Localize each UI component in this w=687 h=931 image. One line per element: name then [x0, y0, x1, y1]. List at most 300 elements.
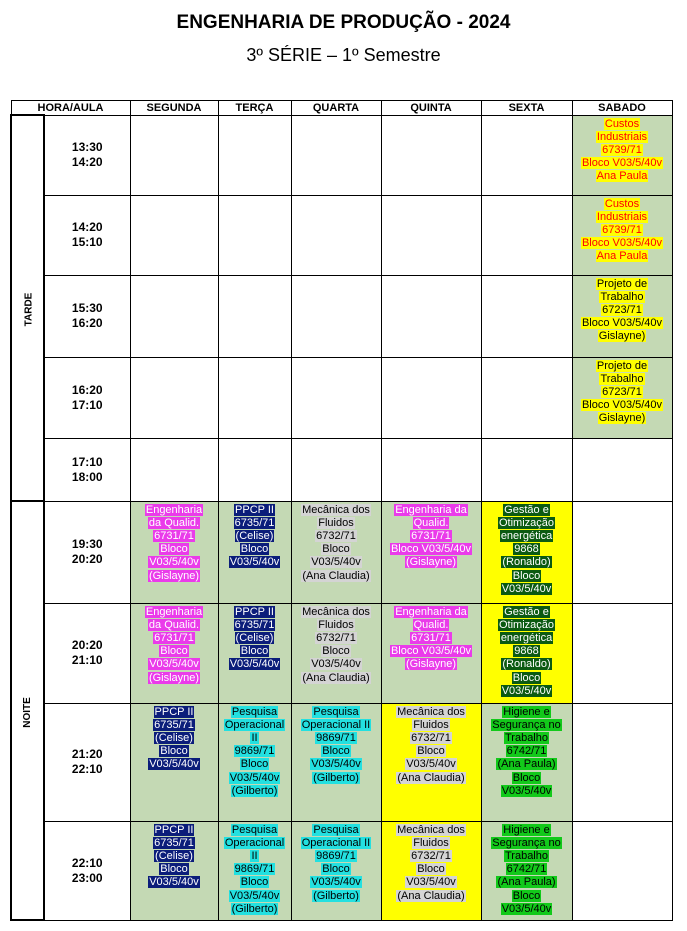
- time-slot: [44, 195, 130, 275]
- class-line: [219, 530, 291, 543]
- class-text: Bloco: [240, 543, 269, 556]
- class-text: Projeto de: [596, 277, 648, 290]
- class-text: Bloco: [512, 671, 541, 684]
- class-text: (Ana Claudia): [302, 569, 370, 582]
- time-slot: [44, 357, 130, 438]
- class-line: [482, 745, 572, 758]
- class-line: [482, 543, 572, 556]
- class-line: [219, 719, 291, 732]
- class-line: [219, 890, 291, 903]
- class-line: [292, 890, 381, 903]
- class-line: [382, 632, 481, 645]
- class-text: Qualid.: [413, 516, 449, 529]
- class-line: [131, 745, 218, 758]
- class-line: [219, 645, 291, 658]
- class-text: 6723/71: [602, 303, 642, 316]
- class-text: PPCP II: [154, 705, 194, 718]
- class-text: V03/5/40v: [229, 889, 280, 902]
- class-text: Bloco: [512, 771, 541, 784]
- class-text: II: [251, 849, 258, 862]
- class-line: [131, 863, 218, 876]
- class-line: [573, 412, 672, 425]
- column-header-sexta: SEXTA: [481, 101, 572, 116]
- class-line: [292, 837, 381, 850]
- class-text: 9868: [514, 645, 539, 658]
- class-line: [131, 658, 218, 671]
- class-text: Bloco V03/5/40v: [581, 157, 663, 170]
- class-line: [131, 758, 218, 771]
- class-cell-quarta: [291, 195, 381, 275]
- class-line: [292, 556, 381, 569]
- class-text: da Qualid.: [148, 618, 200, 631]
- class-line: [573, 198, 672, 211]
- class-line: [482, 517, 572, 530]
- class-text: Operacional: [224, 718, 285, 731]
- class-line: [219, 837, 291, 850]
- class-text: Qualid.: [413, 618, 449, 631]
- class-cell-sexta: [481, 703, 572, 821]
- class-line: [292, 658, 381, 671]
- class-line: [292, 863, 381, 876]
- class-line: [382, 758, 481, 771]
- class-line: [131, 876, 218, 889]
- class-line: [292, 570, 381, 583]
- class-cell-terca: [218, 275, 291, 357]
- class-text: (Ronaldo): [502, 658, 551, 671]
- class-line: [482, 890, 572, 903]
- class-text: Mecânica dos: [397, 823, 465, 836]
- schedule-title: ENGENHARIA DE PRODUÇÃO - 2024: [176, 12, 511, 33]
- class-line: [219, 876, 291, 889]
- class-text: Trabalho: [504, 849, 548, 862]
- class-text: 6731/71: [154, 631, 194, 644]
- class-line: [482, 732, 572, 745]
- class-text: V03/5/40v: [406, 876, 456, 889]
- class-text: V03/5/40v: [406, 758, 456, 771]
- time-start: 15:30: [71, 301, 103, 315]
- class-line: [292, 632, 381, 645]
- class-line: [382, 504, 481, 517]
- class-text: V03/5/40v: [311, 876, 361, 889]
- class-text: Operacional: [224, 836, 285, 849]
- class-line: [573, 224, 672, 237]
- class-text: 6732/71: [316, 529, 356, 542]
- time-slot: [44, 275, 130, 357]
- class-line: [382, 517, 481, 530]
- class-line: [292, 517, 381, 530]
- class-line: [382, 850, 481, 863]
- class-text: energética: [500, 631, 553, 644]
- class-text: 6723/71: [602, 385, 642, 398]
- time-end: 14:20: [71, 155, 103, 169]
- class-text: Bloco: [160, 863, 188, 876]
- class-text: 6735/71: [154, 718, 194, 731]
- class-line: [292, 732, 381, 745]
- class-text: (Gilberto): [313, 889, 359, 902]
- class-line: [482, 570, 572, 583]
- class-cell-terca: [218, 703, 291, 821]
- class-line: [573, 144, 672, 157]
- class-text: Higiene e: [503, 705, 550, 718]
- class-text: Projeto de: [596, 359, 648, 372]
- period-tarde: [11, 115, 44, 501]
- time-start: 22:10: [71, 855, 103, 870]
- class-cell-sabado: [572, 438, 672, 501]
- class-line: [482, 504, 572, 517]
- class-cell-quinta: [381, 115, 481, 195]
- class-line: [482, 850, 572, 863]
- class-cell-quarta: [291, 275, 381, 357]
- class-text: Gestão e: [504, 605, 549, 618]
- class-text: Bloco V03/5/40v: [390, 645, 472, 658]
- class-line: [482, 824, 572, 837]
- class-text: Bloco: [417, 863, 445, 876]
- class-text: Bloco: [512, 569, 541, 582]
- class-cell-sabado: [572, 821, 672, 920]
- class-text: (Gislayne): [148, 671, 200, 684]
- time-start: 17:10: [71, 454, 103, 469]
- class-text: Gestão e: [504, 503, 549, 516]
- class-cell-quinta: [381, 603, 481, 703]
- class-text: Engenharia da: [395, 503, 467, 516]
- class-line: [219, 606, 291, 619]
- class-text: 9869/71: [316, 731, 356, 744]
- class-line: [131, 543, 218, 556]
- class-line: [219, 556, 291, 569]
- class-text: Industriais: [596, 130, 648, 143]
- class-line: [131, 632, 218, 645]
- class-line: [382, 824, 481, 837]
- class-text: 9869/71: [316, 849, 356, 862]
- class-text: V03/5/40v: [229, 771, 280, 784]
- class-text: (Ana Claudia): [302, 671, 370, 684]
- class-text: Bloco V03/5/40v: [581, 317, 663, 330]
- class-line: [482, 785, 572, 798]
- class-line: [131, 850, 218, 863]
- class-line: [382, 706, 481, 719]
- class-text: Bloco: [322, 745, 350, 758]
- class-line: [382, 719, 481, 732]
- class-text: Higiene e: [503, 823, 550, 836]
- class-text: V03/5/40v: [311, 758, 361, 771]
- class-line: [482, 606, 572, 619]
- class-line: [219, 824, 291, 837]
- class-cell-quinta: [381, 821, 481, 920]
- time-start: 13:30: [71, 140, 103, 154]
- schedule-row: [11, 821, 672, 920]
- class-line: [131, 706, 218, 719]
- class-line: [382, 863, 481, 876]
- column-header-segunda: SEGUNDA: [130, 101, 218, 116]
- class-text: (Celise): [155, 849, 193, 862]
- class-cell-segunda: [130, 821, 218, 920]
- class-text: energética: [500, 529, 553, 542]
- class-line: [131, 530, 218, 543]
- time-end: 15:10: [71, 235, 103, 249]
- class-line: [131, 837, 218, 850]
- class-line: [573, 304, 672, 317]
- class-line: [573, 278, 672, 291]
- class-text: 6739/71: [602, 143, 642, 156]
- class-cell-segunda: [130, 603, 218, 703]
- class-text: PPCP II: [154, 823, 194, 836]
- class-line: [482, 530, 572, 543]
- class-text: Otimização: [498, 618, 555, 631]
- class-line: [573, 373, 672, 386]
- class-text: Industriais: [596, 210, 648, 223]
- class-cell-quarta: [291, 821, 381, 920]
- class-text: Bloco: [160, 745, 188, 758]
- class-text: 9869/71: [234, 863, 275, 876]
- schedule-row: [11, 438, 672, 501]
- column-header-sabado: SABADO: [572, 101, 672, 116]
- class-line: [382, 543, 481, 556]
- class-cell-sexta: [481, 275, 572, 357]
- class-text: (Gilberto): [313, 771, 359, 784]
- class-line: [482, 672, 572, 685]
- class-line: [482, 583, 572, 596]
- time-end: 22:10: [71, 762, 103, 776]
- class-line: [131, 504, 218, 517]
- class-cell-segunda: [130, 357, 218, 438]
- class-text: Bloco: [240, 758, 269, 771]
- class-line: [573, 360, 672, 373]
- class-text: Custos: [604, 197, 640, 210]
- class-text: (Celise): [235, 529, 274, 542]
- class-line: [292, 530, 381, 543]
- class-cell-sexta: [481, 501, 572, 603]
- class-text: V03/5/40v: [501, 784, 552, 797]
- class-text: PPCP II: [235, 503, 274, 516]
- class-text: V03/5/40v: [149, 758, 199, 771]
- class-text: Bloco: [240, 876, 269, 889]
- class-cell-sexta: [481, 603, 572, 703]
- class-line: [219, 903, 291, 916]
- class-text: 6732/71: [411, 849, 451, 862]
- class-line: [482, 837, 572, 850]
- class-text: V03/5/40v: [501, 684, 552, 697]
- class-text: 9869/71: [234, 745, 275, 758]
- class-cell-terca: [218, 821, 291, 920]
- class-text: (Gislayne): [405, 658, 457, 671]
- class-cell-quarta: [291, 115, 381, 195]
- time-start: 21:20: [71, 747, 103, 761]
- class-line: [573, 211, 672, 224]
- class-text: V03/5/40v: [229, 658, 280, 671]
- class-cell-sabado: [572, 501, 672, 603]
- class-text: (Ana Paula): [497, 876, 556, 889]
- class-line: [219, 504, 291, 517]
- class-cell-quarta: [291, 357, 381, 438]
- class-text: V03/5/40v: [229, 556, 280, 569]
- class-text: Engenharia da: [395, 605, 467, 618]
- class-line: [131, 606, 218, 619]
- class-text: V03/5/40v: [149, 876, 199, 889]
- class-text: II: [251, 731, 258, 744]
- class-line: [219, 517, 291, 530]
- class-cell-quinta: [381, 438, 481, 501]
- class-text: 6731/71: [411, 529, 451, 542]
- time-end: 16:20: [71, 316, 103, 330]
- class-cell-terca: [218, 438, 291, 501]
- schedule-row: [11, 603, 672, 703]
- period-noite: [11, 501, 44, 920]
- class-line: [573, 291, 672, 304]
- class-line: [292, 672, 381, 685]
- class-text: Ana Paula: [596, 170, 648, 183]
- class-text: 6731/71: [154, 529, 194, 542]
- class-cell-sexta: [481, 195, 572, 275]
- class-line: [292, 758, 381, 771]
- class-line: [219, 732, 291, 745]
- class-cell-quinta: [381, 703, 481, 821]
- class-text: V03/5/40v: [311, 658, 361, 671]
- class-line: [292, 504, 381, 517]
- class-text: 9868: [514, 543, 539, 556]
- class-text: Bloco V03/5/40v: [581, 237, 663, 250]
- class-line: [131, 517, 218, 530]
- class-text: Bloco: [322, 863, 350, 876]
- class-line: [131, 672, 218, 685]
- class-text: Pesquisa: [313, 823, 359, 836]
- class-line: [573, 131, 672, 144]
- class-text: V03/5/40v: [149, 658, 199, 671]
- class-text: Ana Paula: [596, 250, 648, 263]
- class-text: Mecânica dos: [302, 503, 370, 516]
- class-line: [482, 719, 572, 732]
- header-row: [11, 101, 672, 116]
- class-text: (Celise): [155, 731, 193, 744]
- schedule-row: [11, 115, 672, 195]
- class-line: [382, 732, 481, 745]
- column-header-terca: TERÇA: [218, 101, 291, 116]
- class-line: [292, 543, 381, 556]
- class-line: [219, 632, 291, 645]
- class-line: [573, 330, 672, 343]
- schedule-subtitle: 3º SÉRIE – 1º Semestre: [246, 45, 441, 65]
- class-cell-sabado: [572, 115, 672, 195]
- period-label: TARDE: [23, 292, 35, 327]
- class-cell-segunda: [130, 438, 218, 501]
- class-line: [482, 685, 572, 698]
- class-line: [482, 658, 572, 671]
- class-line: [292, 876, 381, 889]
- class-line: [482, 903, 572, 916]
- class-text: Engenharia: [145, 503, 203, 516]
- class-line: [482, 632, 572, 645]
- class-line: [292, 719, 381, 732]
- class-cell-terca: [218, 115, 291, 195]
- class-cell-segunda: [130, 115, 218, 195]
- class-text: Fluidos: [318, 516, 354, 529]
- period-label: NOITE: [22, 696, 33, 728]
- class-text: Gislayne): [598, 330, 646, 343]
- class-line: [573, 386, 672, 399]
- class-text: Operacional II: [301, 718, 371, 731]
- class-text: (Gilberto): [231, 784, 278, 797]
- class-line: [292, 606, 381, 619]
- class-text: (Ana Paula): [497, 758, 556, 771]
- time-end: 21:10: [71, 653, 103, 667]
- class-line: [573, 250, 672, 263]
- class-line: [573, 118, 672, 131]
- class-text: V03/5/40v: [149, 556, 199, 569]
- class-line: [382, 772, 481, 785]
- class-text: 6732/71: [316, 631, 356, 644]
- class-cell-quinta: [381, 357, 481, 438]
- time-start: 20:20: [71, 638, 103, 652]
- class-line: [382, 890, 481, 903]
- class-text: Fluidos: [413, 718, 449, 731]
- time-slot: [44, 821, 130, 920]
- class-text: Bloco: [322, 543, 350, 556]
- class-text: Otimização: [498, 516, 555, 529]
- class-line: [219, 619, 291, 632]
- class-line: [131, 732, 218, 745]
- class-cell-terca: [218, 603, 291, 703]
- schedule-row: [11, 703, 672, 821]
- class-cell-segunda: [130, 501, 218, 603]
- class-text: Mecânica dos: [302, 605, 370, 618]
- class-text: V03/5/40v: [501, 582, 552, 595]
- column-header-quarta: QUARTA: [291, 101, 381, 116]
- class-line: [573, 399, 672, 412]
- time-slot: [44, 438, 130, 501]
- class-cell-sexta: [481, 357, 572, 438]
- class-line: [482, 772, 572, 785]
- class-line: [292, 850, 381, 863]
- class-line: [219, 658, 291, 671]
- class-text: 6742/71: [506, 745, 547, 758]
- class-line: [382, 745, 481, 758]
- time-end: 23:00: [71, 870, 103, 885]
- class-cell-terca: [218, 501, 291, 603]
- class-text: (Gislayne): [405, 556, 457, 569]
- class-cell-segunda: [130, 195, 218, 275]
- class-text: (Celise): [235, 631, 274, 644]
- class-text: 6742/71: [506, 863, 547, 876]
- schedule-row: [11, 501, 672, 603]
- class-text: Bloco V03/5/40v: [581, 399, 663, 412]
- class-line: [382, 556, 481, 569]
- class-line: [219, 785, 291, 798]
- schedule-table: [10, 100, 673, 921]
- class-cell-sexta: [481, 821, 572, 920]
- class-line: [219, 863, 291, 876]
- class-line: [131, 645, 218, 658]
- class-text: (Gilberto): [231, 902, 278, 915]
- time-end: 17:10: [71, 397, 103, 412]
- time-slot: [44, 703, 130, 821]
- class-line: [219, 706, 291, 719]
- class-line: [292, 706, 381, 719]
- class-line: [382, 530, 481, 543]
- class-cell-quarta: [291, 438, 381, 501]
- class-line: [219, 543, 291, 556]
- class-line: [482, 706, 572, 719]
- class-text: Operacional II: [301, 836, 371, 849]
- class-text: Pesquisa: [313, 705, 359, 718]
- class-text: Bloco: [160, 543, 188, 556]
- class-cell-terca: [218, 195, 291, 275]
- time-start: 19:30: [71, 537, 103, 551]
- class-text: Bloco V03/5/40v: [390, 543, 472, 556]
- class-line: [573, 237, 672, 250]
- class-text: (Gislayne): [148, 569, 200, 582]
- class-line: [482, 876, 572, 889]
- class-cell-quarta: [291, 603, 381, 703]
- class-line: [292, 772, 381, 785]
